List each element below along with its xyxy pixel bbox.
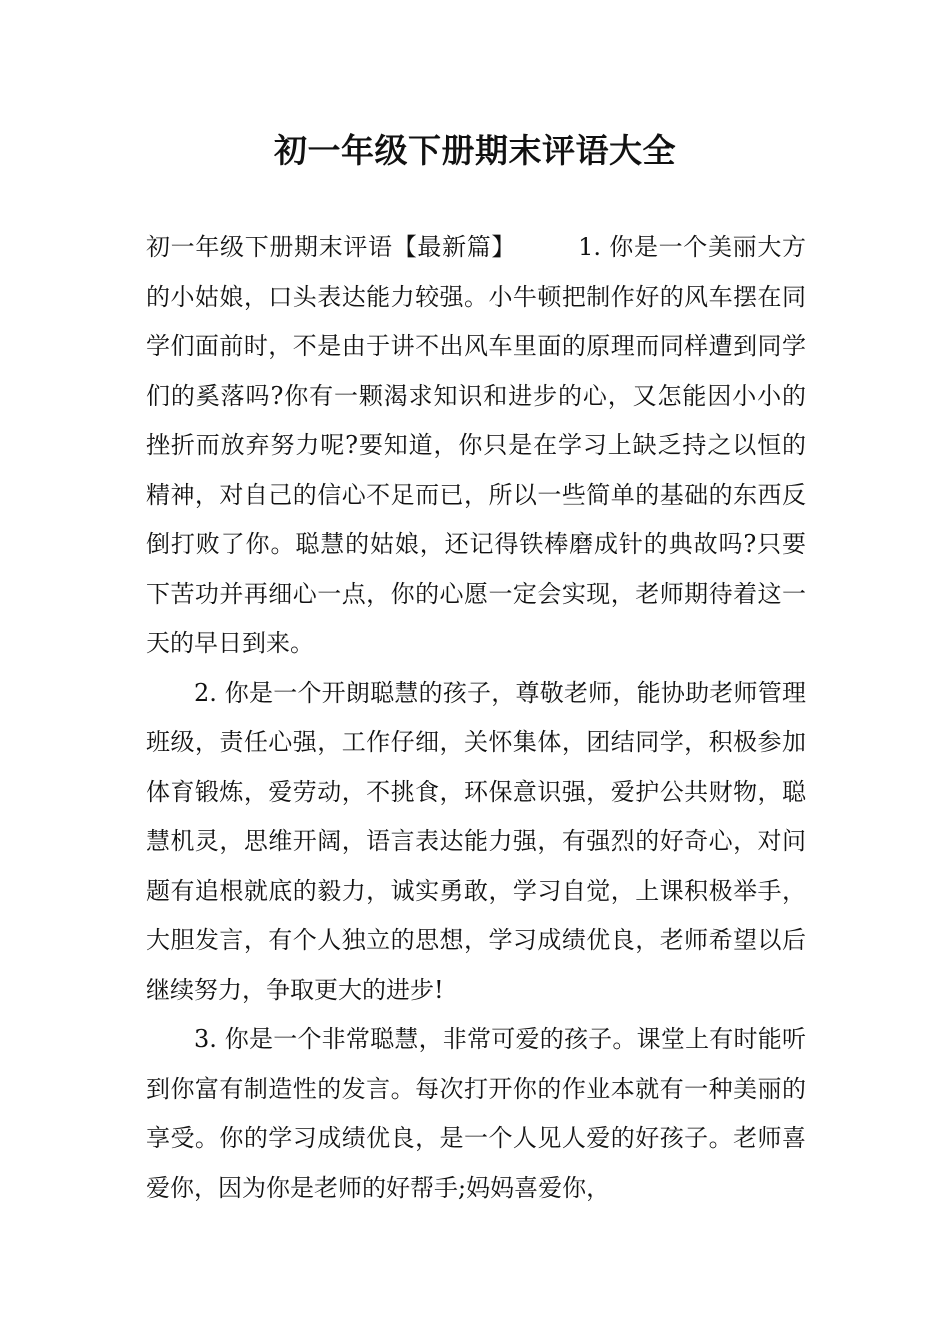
paragraph-2: 2. 你是一个开朗聪慧的孩子，尊敬老师，能协助老师管理班级，责任心强，工作仔细，关怀集体，团结同学，积极参加体育锻炼，爱劳动，不挑食，环保意识强，爱护公共财物，聪慧机灵，思维开阔，语言表达能力强，有强烈的好奇心，对问题有追根就底的毅力，诚实勇敢，学习自觉，上课积极举手，大胆发言，有个人独立的思想，学习成绩优良，老师希望以后继续努力，争取更大的进步! [146,678,806,1004]
intro-heading: 初一年级下册期末评语【最新篇】 [146,233,517,261]
paragraph-3: 3. 你是一个非常聪慧，非常可爱的孩子。课堂上有时能听到你富有制造性的发言。每次打开你的作业本就有一种美丽的享受。你的学习成绩优良，是一个人见人爱的好孩子。老师喜爱你，因为你是老师的好帮手;妈妈喜爱你， [146,1025,806,1202]
document-body [146,223,806,1213]
paragraph-1-text: 1. 你是一个美丽大方的小姑娘，口头表达能力较强。小牛顿把制作好的风车摆在同学们面前时，不是由于讲不出风车里面的原理而同样遭到同学们的奚落吗?你有一颗渴求知识和进步的心，又怎能因小小的挫折而放弃努力呢?要知道，你只是在学习上缺乏持之以恒的精神，对自己的信心不足而已，所以一些简单的基础的东西反倒打败了你。聪慧的姑娘，还记得铁棒磨成针的典故吗?只要下苦功并再细心一点，你的心愿一定会实现，老师期待着这一天的早日到来。 [146,233,807,657]
document-title: 初一年级下册期末评语大全 [274,131,676,170]
paragraph-1 [146,223,806,669]
